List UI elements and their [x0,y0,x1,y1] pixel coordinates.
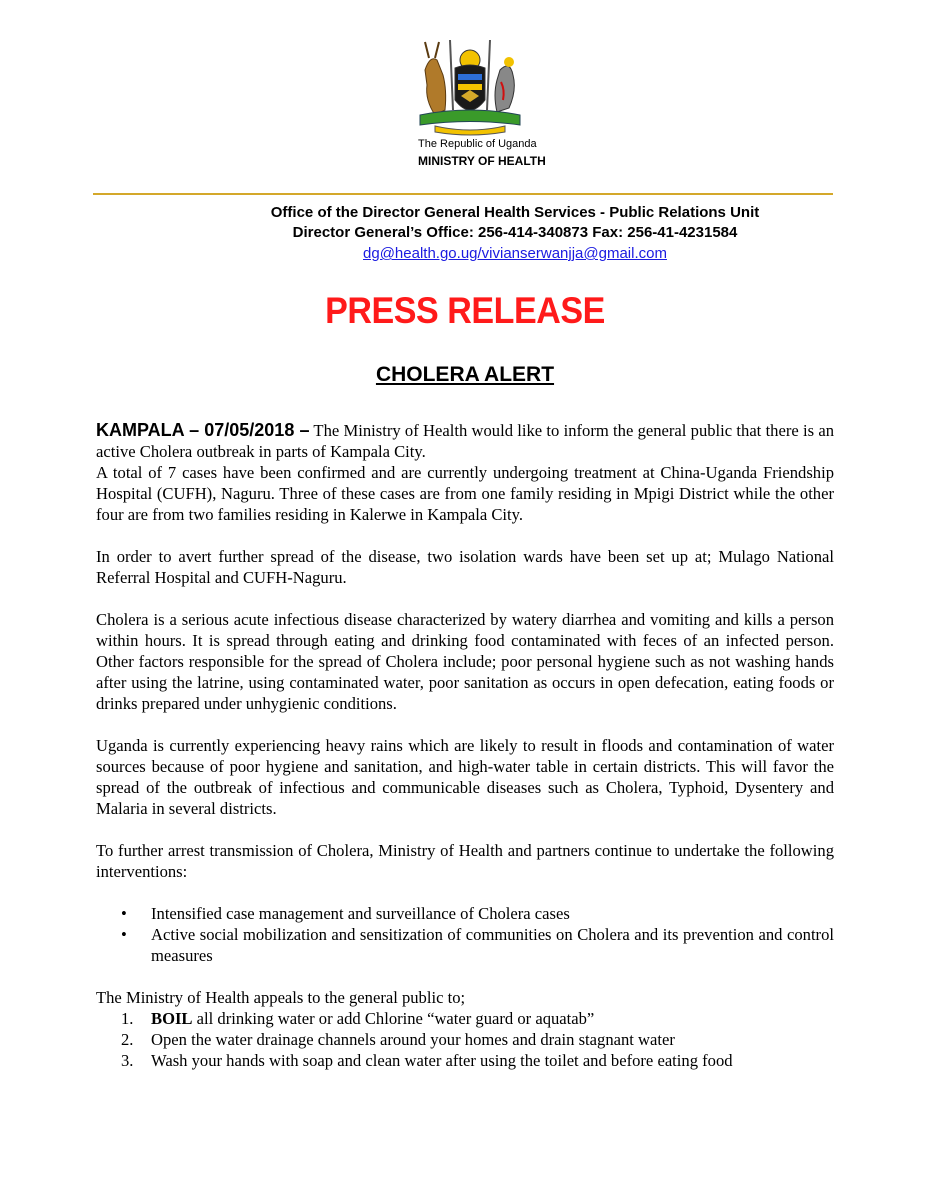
release-body [96,420,834,1071]
list-item: 2. Open the water drainage channels around your homes and drain stagnant water [121,1030,675,1049]
paragraph-appeal: The Ministry of Health appeals to the general public to; [96,988,466,1007]
ministry-label: MINISTRY OF HEALTH [418,154,546,168]
paragraph-cholera-definition: Cholera is a serious acute infectious disease characterized by watery diarrhea and vomiting and kills a person within hours. It is spread through eating and drinking food contaminated with feces of an infected person. Other factors responsible for the spread of Cholera include; poor personal hygiene such as not washing hands after using the latrine, using contaminated water, poor sanitation as occurs in open defecation, eating foods or drinks prepared under unhygienic conditions. [96,610,834,713]
office-contact: Director General’s Office: 256-414-340873 Fax: 256-41-4231584 [292,224,738,241]
appeal-steps-list [96,1008,834,1071]
republic-label: The Republic of Uganda [418,138,537,150]
paragraph-rains: Uganda is currently experiencing heavy rains which are likely to result in floods and contamination of water sources because of poor hygiene and sanitation, and high-water table in certain districts. This will favor the spread of the outbreak of infectious and communicable diseases such as Cholera, Typhoid, Dysentery and Malaria in several districts. [96,736,834,818]
alert-title: CHOLERA ALERT [375,363,555,386]
list-item: • Intensified case management and surveillance of Cholera cases [151,903,834,924]
paragraph-interventions: To further arrest transmission of Cholera, Ministry of Health and partners continue to undertake the following interventions: [96,841,834,881]
intro-text: The Ministry of Health would like to inform the general public that there is an active Cholera outbreak in parts of Kampala City. [96,421,834,461]
boil-emphasis: BOIL [151,1009,193,1028]
list-item: • Active social mobilization and sensitization of communities on Cholera and its prevention and control measures [151,924,834,966]
office-title: Office of the Director General Health Services - Public Relations Unit [270,204,760,221]
header-divider [93,193,833,195]
list-item: 3. Wash your hands with soap and clean water after using the toilet and before eating food [121,1051,733,1070]
dateline: KAMPALA – 07/05/2018 – [96,420,310,440]
interventions-list [96,903,834,966]
office-email-link[interactable]: dg@health.go.ug/vivianserwanjja@gmail.com [363,245,667,262]
paragraph-intro [96,420,834,462]
uganda-coat-of-arms-icon [405,30,535,140]
press-release-heading: PRESS RELEASE [325,290,605,331]
paragraph-cases: A total of 7 cases have been confirmed and are currently undergoing treatment at China-Uganda Friendship Hospital (CUFH), Naguru. Three of these cases are from one family residing in Mpigi District while the other four are from two families residing in Kalerwe in Kampala City. [96,463,834,524]
list-item: 1. BOIL all drinking water or add Chlorine “water guard or aquatab” [121,1009,595,1028]
paragraph-isolation: In order to avert further spread of the disease, two isolation wards have been set up at; Mulago National Referral Hospital and CUFH-Naguru. [96,547,834,587]
